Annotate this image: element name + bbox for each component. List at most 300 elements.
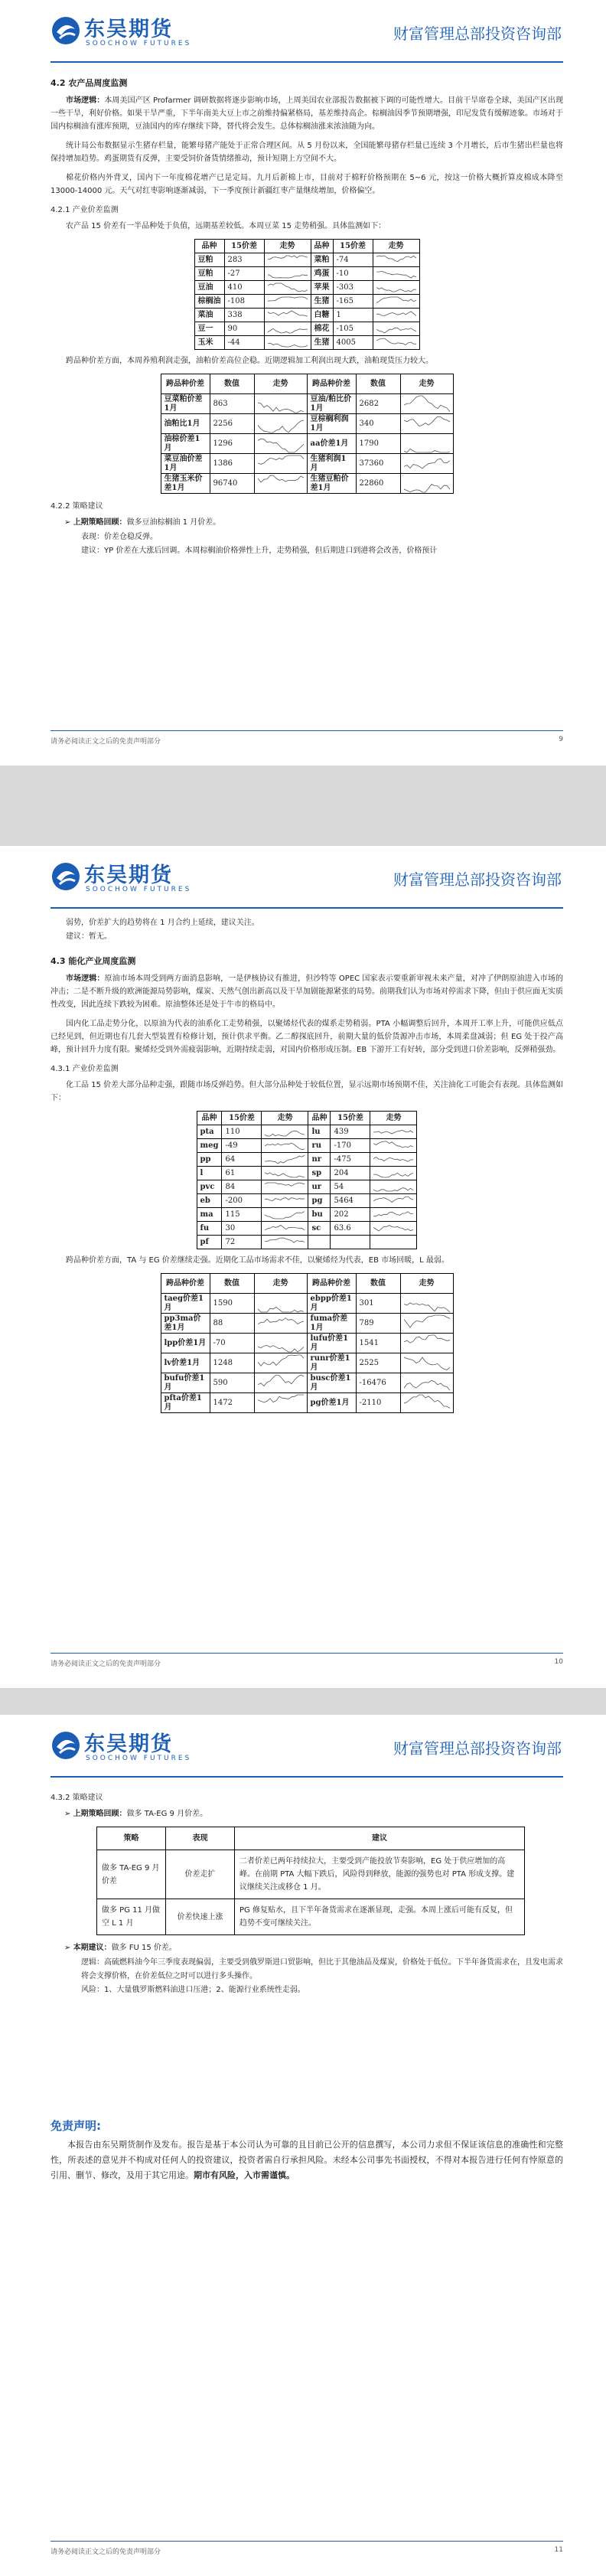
continued-text: 弱势，价差扩大的趋势将在 1 月合约上延续，建议关注。 [66,919,259,927]
trend-sparkline-icon [404,475,450,493]
paragraph: 跨品种价差方面，本周养殖利润走强，油粕价差高位企稳。近期逻辑加工利润出现大跌，油粕现货压力较大。 [66,357,433,365]
trend-cell [400,1353,453,1373]
trend-sparkline-icon [404,1314,450,1333]
value-cell: 1 [333,309,373,322]
trend-cell [262,1139,308,1153]
trend-cell [400,394,453,414]
value-cell: 110 [222,1125,262,1139]
column-header: 品种 [194,240,224,253]
trend-cell [264,309,311,322]
strategy-review-label: 上期策略回顾： [73,1810,127,1818]
trend-cell [264,295,311,309]
report-page-10 [0,846,606,1688]
logo-mark-icon [50,1730,81,1761]
paragraph: 跨品种价差方面，TA 与 EG 价差继续走强。近期化工品市场需求不佳，以聚烯烃为代表，EB 市场回暖，L 最弱。 [66,1256,449,1265]
strategy-review-label: 上期策略回顾： [73,518,127,527]
trend-sparkline-icon [376,269,416,279]
page-footer [50,2541,563,2558]
disclaimer-warning: 期市有风险，入市需谨慎。 [194,2170,295,2180]
table-header-row [161,1274,453,1294]
table-header-row [161,374,453,394]
logo-text-cn: 东吴期货 [84,864,173,887]
logic-text: 高硫燃料油今年三季度表现偏弱，主要受到俄罗斯进口贸影响，但比于其他油品及煤炭，价格处于低位。下半年备货需求在，且发电需求将会支撑价格，在价差低位之时可以进行多头操作。 [81,1958,563,1980]
name-cell: 豆油/粕比价1月 [307,394,356,414]
column-header: 数值 [356,374,400,394]
header-divider [50,907,563,909]
risk-text: 1、大量俄罗斯燃料油进口压港；2、能源行业系统性走弱。 [104,1986,305,1994]
disclaimer-title: 免责声明: [50,2119,101,2133]
page-number: 11 [554,2546,563,2554]
value-cell: 2256 [210,414,254,434]
strategy-cell: 做多 PG 11 月做空 L 1 月 [97,1899,166,1935]
trend-cell [262,1167,308,1180]
table-row [161,434,453,454]
name-cell: 菜粕 [311,253,333,267]
name-cell: 油棕价差1月 [161,434,210,454]
column-header: 品种 [197,1112,222,1125]
value-cell: 30 [222,1222,262,1236]
value-cell: 283 [224,253,264,267]
trend-sparkline-icon [404,1334,450,1353]
name-cell: 生猪 [311,295,333,309]
strategy-review-text: 做多豆油棕榈油 1 月价差。 [126,518,221,527]
value-cell: -2110 [356,1393,400,1413]
name-cell: pf [197,1236,222,1249]
trend-cell [400,414,453,434]
table-row [194,281,419,295]
trend-cell [400,434,453,454]
trend-cell [373,267,419,281]
trend-cell [254,414,307,434]
trend-cell [400,1294,453,1314]
table-header-row [197,1112,417,1125]
table-row [197,1194,417,1208]
logo-mark-icon [50,15,81,46]
name-cell: busc价差1月 [307,1373,356,1393]
value-cell: 340 [356,414,400,434]
trend-sparkline-icon [265,1182,305,1192]
page-number: 10 [554,1658,563,1666]
trend-cell [262,1180,308,1194]
footer-note: 请务必阅读正文之后的免责声明部分 [50,1660,161,1668]
new-suggestion-label: 本期建议： [73,1944,112,1952]
advice-cell: PG 修复贴水，且下半年备货需求在逐渐显现，走强。本周上涨后可能有反复，但趋势不变可继续关注。 [235,1899,525,1935]
paragraph: 化工品 15 价差大部分品种走强，跟随市场反弹趋势。但大部分品种处于较低位置，显示远期市场预期不佳，关注油化工可能会有表现。具体监测如下： [50,1081,563,1102]
subsection-heading: 4.2.2 策略建议 [50,502,103,511]
trend-sparkline-icon [404,1354,450,1373]
disclaimer-body: 本报告由东吴期货制作及发布。报告是基于本公司认为可靠的且目前已公开的信息撰写，本公司力求但不保证该信息的准确性和完整性，所表述的意见并不构成对任何人的投资建议，投资者需自行承担风险。未经本公司事先书面授权，不得对本报告进行任何有悖原意的引用、删节、修改，及用于其它用途。 [50,2140,563,2180]
subsection-heading: 4.3.2 策略建议 [50,1794,103,1802]
table-row [97,1899,525,1935]
value-cell: 84 [222,1180,262,1194]
column-header: 15价差 [333,240,373,253]
trend-cell [262,1125,308,1139]
trend-sparkline-icon [268,296,308,306]
trend-cell [264,322,311,336]
performance-line [81,531,563,544]
trend-cell [370,1125,417,1139]
trend-sparkline-icon [376,282,416,292]
trend-sparkline-icon [265,1223,305,1233]
table-row [97,1850,525,1899]
name-cell: pg价差1月 [307,1393,356,1413]
value-cell: 96740 [210,474,254,494]
department-title: 财富管理总部投资咨询部 [393,1739,562,1758]
column-header: 跨品种价差 [161,374,210,394]
trend-cell [373,295,419,309]
trend-sparkline-icon [268,282,308,292]
strategy-review-text: 做多 TA-EG 9 月价差。 [126,1810,208,1818]
page-footer [50,1653,563,1670]
value-cell: 61 [222,1167,262,1180]
trend-sparkline-icon [258,1314,304,1333]
trend-cell [254,1353,307,1373]
name-cell: pvc [197,1180,222,1194]
name-cell: lv价差1月 [161,1353,210,1373]
value-cell: -303 [333,281,373,295]
trend-sparkline-icon [265,1210,305,1219]
risk-label: 风险： [81,1986,104,1994]
name-cell: 棕榈油 [194,295,224,309]
name-cell: fuma价差1月 [307,1314,356,1334]
advice-line [81,544,563,558]
name-cell: taeg价差1月 [161,1294,210,1314]
page-header [0,0,606,61]
trend-cell [373,336,419,350]
advice-text: 暂无。 [89,932,112,941]
value-cell: -105 [333,322,373,336]
name-cell: 豆粕 [194,267,224,281]
paragraph-label: 市场逻辑： [66,96,105,105]
trend-sparkline-icon [373,1210,413,1219]
trend-sparkline-icon [268,269,308,279]
name-cell: meg [197,1139,222,1153]
trend-sparkline-icon [268,324,308,334]
value-cell: -74 [333,253,373,267]
name-cell: 菜油 [194,309,224,322]
name-cell: 白糖 [311,309,333,322]
column-header: 走势 [400,1274,453,1294]
trend-cell [254,454,307,474]
value-cell: 4005 [333,336,373,350]
name-cell: sc [308,1222,331,1236]
trend-cell [254,1294,307,1314]
trend-sparkline-icon [373,1196,413,1206]
name-cell: 豆棕榈利润1月 [307,414,356,434]
table-row [194,322,419,336]
logo-text-en: SOOCHOW FUTURES [86,1755,192,1762]
trend-sparkline-icon [376,324,416,334]
table-row [161,394,453,414]
trend-cell [373,253,419,267]
table-row [197,1139,417,1153]
trend-sparkline-icon [268,310,308,320]
column-header: 15价差 [224,240,264,253]
trend-cell [254,474,307,494]
name-cell: 棉花 [311,322,333,336]
report-page-9 [0,0,606,766]
name-cell: nr [308,1153,331,1167]
trend-sparkline-icon [404,1374,450,1392]
section-heading: 4.2 农产品周度监测 [50,78,128,88]
trend-cell [262,1236,308,1249]
performance-cell: 价差快速上涨 [166,1899,235,1935]
paragraph-label: 市场逻辑： [66,975,105,983]
trend-cell [254,1373,307,1393]
table-row [197,1208,417,1222]
table-row [194,267,419,281]
advice-cell: 二者价差已两年持续拉大，主要受到产能投放节奏影响，EG 处于供应增加的高峰。在前期 PTA 大幅下跌后，风险得到释放，能源的强势也对 PTA 形成支撑。建议继续关注或移仓 1 月。 [235,1850,525,1899]
subsection-heading: 4.3.1 产业价差监测 [50,1065,119,1073]
value-cell: 88 [210,1314,254,1334]
table-row [161,1294,453,1314]
trend-sparkline-icon [258,1394,304,1412]
column-header: 走势 [254,374,307,394]
trend-cell [254,1314,307,1334]
value-cell: -27 [224,267,264,281]
trend-sparkline-icon [258,455,304,473]
value-cell: 37360 [356,454,400,474]
trend-cell [262,1194,308,1208]
risk-line [81,1983,563,1997]
chem-cross-spread-table [161,1273,454,1413]
trend-cell [400,1334,453,1353]
name-cell: 豆粕 [194,253,224,267]
paragraph-text: 原油市场本周受到两方面消息影响，一是伊核协议有推进，但沙特等 OPEC 国家表示要重新审视未来产量，对冲了伊朗原油进入市场的冲击；二是不断升级的欧洲能源局势影响，煤炭、天然气创出新高以及干旱加剧能源紧张的局势。前期我们认为市场对停需求下降，但由于供应面无实质性改变，因此连续下跌较为困难。原油整体还是处于牛市的格局中。 [50,975,564,1009]
table-header-row [194,240,419,253]
logo-text-en: SOOCHOW FUTURES [86,886,192,893]
trend-cell [370,1236,417,1249]
trend-sparkline-icon [258,395,304,413]
advice-label: 建议： [66,932,89,941]
column-header: 走势 [400,374,453,394]
table-row [161,1334,453,1353]
name-cell: fu [197,1222,222,1236]
table-row [194,309,419,322]
value-cell: 1541 [356,1334,400,1353]
trend-sparkline-icon [265,1141,305,1151]
name-cell: lu [308,1125,331,1139]
trend-sparkline-icon [373,1223,413,1233]
trend-cell [254,1334,307,1353]
value-cell: 1790 [356,434,400,454]
trend-sparkline-icon [268,255,308,265]
name-cell: 鸡蛋 [311,267,333,281]
value-cell: 2525 [356,1353,400,1373]
name-cell: aa价差1月 [307,434,356,454]
trend-cell [370,1222,417,1236]
column-header: 走势 [373,240,419,253]
value-cell: 2682 [356,394,400,414]
logic-line [81,1956,563,1983]
trend-cell [373,309,419,322]
name-cell: l [197,1167,222,1180]
value-cell: 63.6 [331,1222,370,1236]
performance-label: 表现： [81,533,104,541]
column-header: 数值 [210,1274,254,1294]
advice-label: 建议： [81,547,104,555]
trend-sparkline-icon [268,338,308,348]
trend-cell [262,1222,308,1236]
paragraph [50,94,563,133]
table-row [197,1236,417,1249]
name-cell: ru [308,1139,331,1153]
subsection-heading: 4.2.1 产业价差监测 [50,206,119,214]
trend-sparkline-icon [258,1334,304,1353]
table-row [197,1153,417,1167]
strategy-table [96,1827,525,1935]
column-header: 建议 [235,1827,525,1850]
trend-sparkline-icon [373,1127,413,1137]
name-cell: 豆一 [194,322,224,336]
name-cell: 生猪玉米价差1月 [161,474,210,494]
value-cell: -165 [333,295,373,309]
table-row [194,336,419,350]
name-cell: lpp价差1月 [161,1334,210,1353]
column-header: 跨品种价差 [307,374,356,394]
table-row [197,1125,417,1139]
value-cell: 338 [224,309,264,322]
value-cell: -49 [222,1139,262,1153]
logo-text-en: SOOCHOW FUTURES [86,40,192,47]
table-header-row [97,1827,525,1850]
strategy-review: ➢ 上期策略回顾：做多豆油棕榈油 1 月价差。 [64,518,221,527]
paragraph-text: 本周美国产区 Profarmer 调研数据将逐步影响市场，上周美国农业部报告数据被下调的可能性增大。目前干旱席卷全球，美国产区出现一些干旱，利好价格。如果干旱严重，下半年南美大豆上市之前维持偏紧格局，基差维持高企。棕榈油因季节预期增强，印尼发货有缓解迹象。市场对于国内棕榈油有涨库预期，豆油国内的库存继续下降，替代将会发生。总体棕榈油涨来浓油随为向。 [50,96,564,131]
paragraph: 国内化工品走势分化，以原油为代表的油系化工走势稍强，以聚烯烃代表的煤系走势稍弱。PTA 小幅调整后回升，本周开工率上升，可能供应低点已经见到，但近期也有几套大型装置有检修计划，预计供求平衡。乙二醇探底回升，前期大量的低价货源冲击市场，本周柔盘减弱；但 EG 处于投产高峰，预计回升力度有限。聚烯烃受到外需疲弱影响，近期持续走弱，对国内价格形成压制。EB 下游开工有好转，部分受到进口价差影响，反弹稍强劲。 [50,1020,563,1054]
trend-sparkline-icon [265,1237,305,1247]
paragraph: 农产品 15 价差有一半品种处于负值，远期基差较低。本周豆菜 15 走势稍强。具体监测如下： [66,222,386,230]
trend-sparkline-icon [258,1374,304,1392]
name-cell: 生猪利润1月 [307,454,356,474]
ag-spread-table [194,239,420,350]
value-cell: 1248 [210,1353,254,1373]
trend-cell [370,1139,417,1153]
trend-cell [264,253,311,267]
trend-cell [400,1314,453,1334]
trend-cell [370,1194,417,1208]
column-header: 走势 [370,1112,417,1125]
value-cell: 5464 [331,1194,370,1208]
column-header: 策略 [97,1827,166,1850]
advice-text: YP 价差在大涨后回调。本周棕榈油价格弹性上升，走势稍强，但后期进口到港将会改善，价格预计 [104,547,438,555]
logo-text-cn: 东吴期货 [84,18,173,41]
name-cell: lufu价差1月 [307,1334,356,1353]
trend-cell [262,1153,308,1167]
trend-cell [264,267,311,281]
trend-sparkline-icon [373,1141,413,1151]
page-number: 9 [559,736,563,743]
column-header: 15价差 [222,1112,262,1125]
trend-cell [370,1208,417,1222]
value-cell: 204 [331,1167,370,1180]
department-title: 财富管理总部投资咨询部 [393,870,562,889]
value-cell: 301 [356,1294,400,1314]
trend-sparkline-icon [404,455,450,473]
column-header: 表现 [166,1827,235,1850]
value-cell: 863 [210,394,254,414]
name-cell: bu [308,1208,331,1222]
trend-sparkline-icon [265,1196,305,1206]
trend-sparkline-icon [258,435,304,453]
table-row [197,1167,417,1180]
trend-sparkline-icon [265,1127,305,1137]
trend-sparkline-icon [404,435,450,453]
paragraph: 棉花价格内外背叉，国内下一年度棉花增产已是定局。九月后新棉上市，目前对于棉籽价格预期在 5~6 元，按这一价格大概折算皮棉成本降至 13000-14000 元。天气对红枣影响逐渐减弱，下一季度预计新疆红枣产量继续增加，价格偏空。 [50,174,563,195]
logo-mark-icon [50,861,81,892]
column-header: 品种 [308,1112,331,1125]
trend-sparkline-icon [373,1154,413,1164]
name-cell: pp [197,1153,222,1167]
column-header: 走势 [254,1274,307,1294]
trend-sparkline-icon [258,415,304,433]
page-header [0,846,606,907]
footer-note: 请务必阅读正文之后的免责声明部分 [50,738,161,746]
trend-sparkline-icon [373,1182,413,1192]
new-suggestion-text: 做多 FU 15 价差。 [111,1944,177,1952]
report-page-11 [0,1715,606,2576]
value-cell: -44 [224,336,264,350]
value-cell: 202 [331,1208,370,1222]
column-header: 15价差 [331,1112,370,1125]
advice-line [66,930,563,944]
value-cell: 115 [222,1208,262,1222]
column-header: 数值 [210,374,254,394]
value-cell: -170 [331,1139,370,1153]
trend-sparkline-icon [258,1295,304,1313]
name-cell: ma [197,1208,222,1222]
value-cell: 90 [224,322,264,336]
value-cell [331,1236,370,1249]
trend-sparkline-icon [376,296,416,306]
column-header: 走势 [262,1112,308,1125]
trend-cell [400,1393,453,1413]
trend-sparkline-icon [404,1394,450,1412]
column-header: 走势 [264,240,311,253]
name-cell: 生猪 [311,336,333,350]
table-row [197,1222,417,1236]
trend-cell [373,322,419,336]
value-cell: 789 [356,1314,400,1334]
value-cell: -70 [210,1334,254,1353]
trend-sparkline-icon [373,1168,413,1178]
trend-cell [264,281,311,295]
value-cell: -475 [331,1153,370,1167]
disclaimer-text [50,2137,563,2183]
company-logo [50,12,196,52]
ag-cross-spread-table [161,374,454,494]
new-suggestion: ➢ 本期建议：做多 FU 15 价差。 [64,1944,177,1952]
trend-sparkline-icon [404,415,450,433]
table-row [161,1314,453,1334]
paragraph: 统计局公布数据显示生猪存栏量，能繁母猪产能处于正常合理区间。从 5 月份以来，全国能繁母猪存栏量已连续 3 个月增长，后市生猪出栏量也将保持增加趋势。鸡蛋期货有反弹，主要受饲价备货情绪推动，预计短期上方空间不大。 [50,142,563,163]
name-cell: pg [308,1194,331,1208]
footer-note: 请务必阅读正文之后的免责声明部分 [50,2548,161,2556]
table-row [161,474,453,494]
name-cell: pfta价差1月 [161,1393,210,1413]
value-cell: 590 [210,1373,254,1393]
trend-cell [370,1153,417,1167]
name-cell: ur [308,1180,331,1194]
value-cell: -108 [224,295,264,309]
page-footer [50,730,563,747]
column-header: 品种 [311,240,333,253]
trend-cell [370,1180,417,1194]
table-row [161,1393,453,1413]
table-row [197,1180,417,1194]
paragraph [50,972,563,1011]
trend-sparkline-icon [376,338,416,348]
performance-text: 价差仓稳反弹。 [104,533,158,541]
